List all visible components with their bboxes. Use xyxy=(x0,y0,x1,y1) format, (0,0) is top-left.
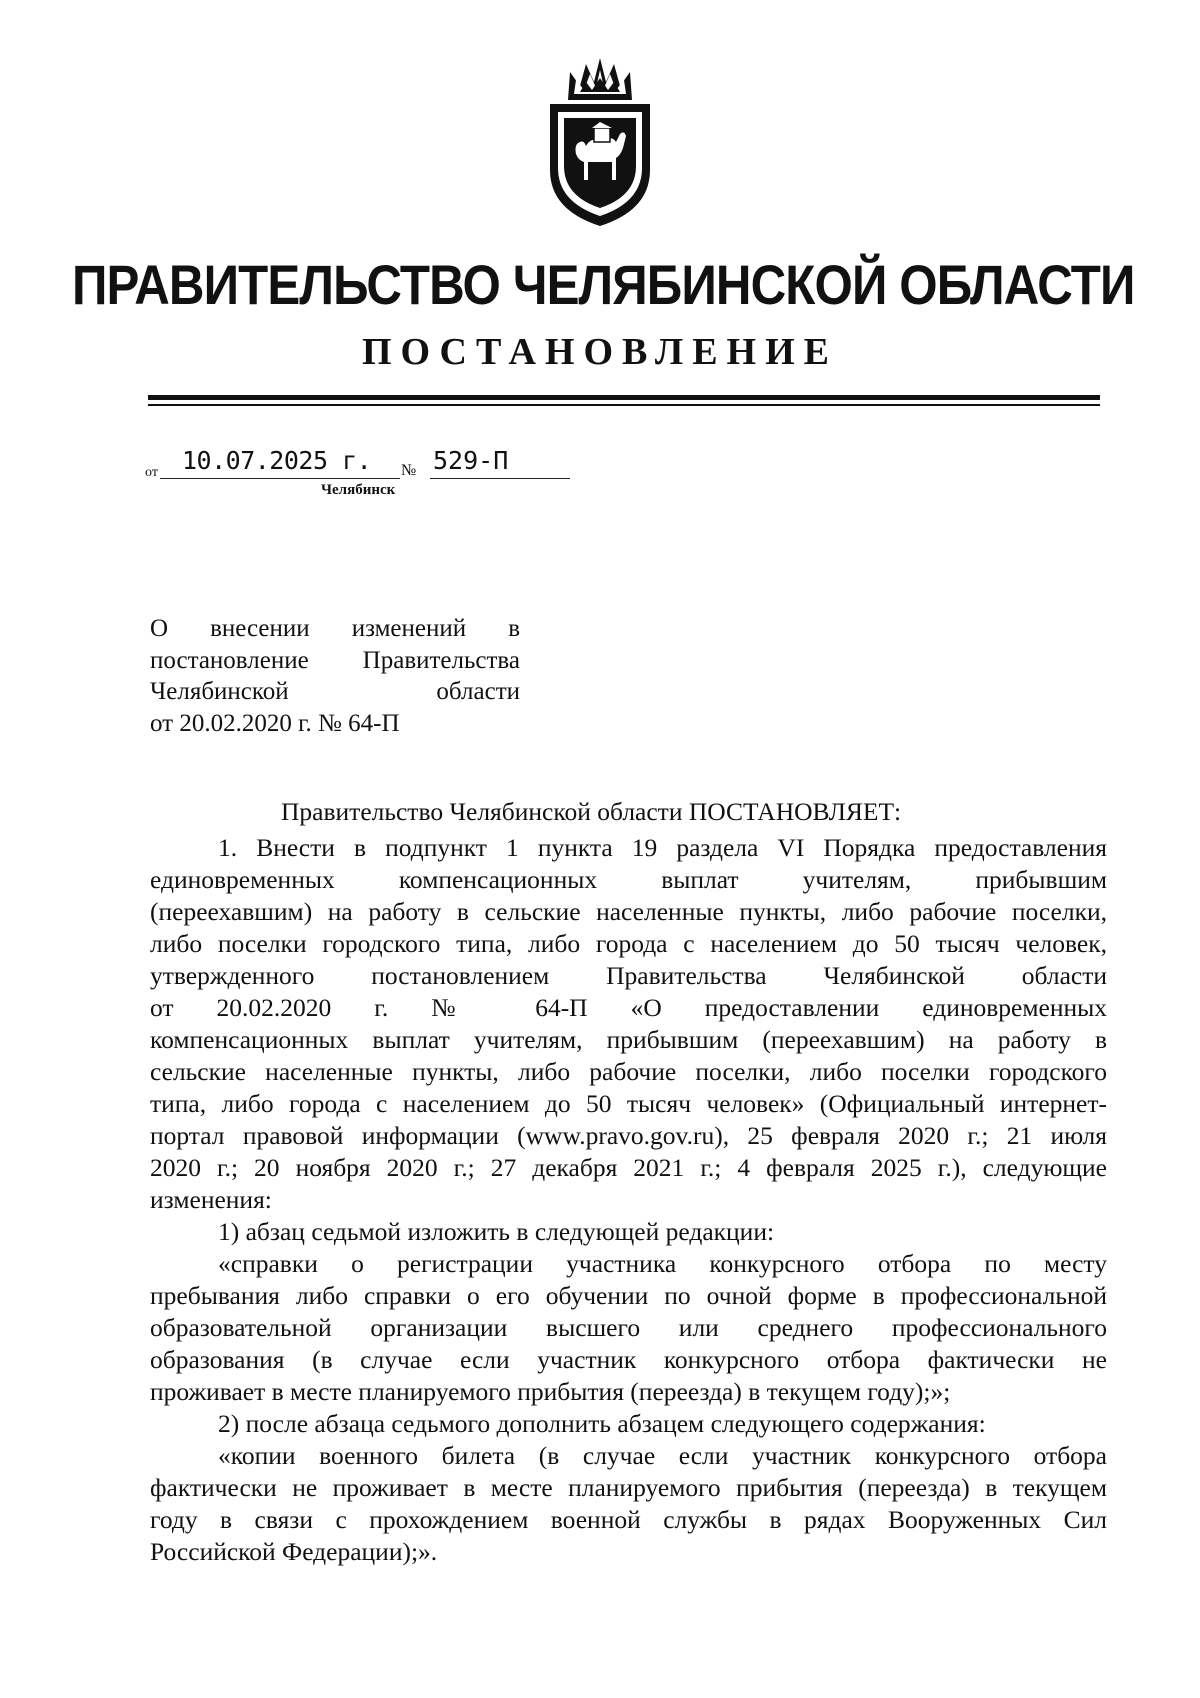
date-underline xyxy=(160,478,400,479)
body-line: 2) после абзаца седьмого дополнить абзацем следующего содержания: xyxy=(218,1409,986,1438)
resolution-statement: Правительство Челябинской области ПОСТАНОВЛЯЕТ: xyxy=(281,797,902,826)
body-line: 1) абзац седьмой изложить в следующей редакции: xyxy=(218,1217,775,1246)
number-underline xyxy=(430,478,570,479)
body-line: единовременных компенсационных выплат учителям, прибывшим xyxy=(150,865,1107,894)
body-line: 1. Внести в подпункт 1 пункта 19 раздела VI Порядка предоставления xyxy=(218,833,1107,862)
body-line: фактически не проживает в месте планируемого прибытия (переезда) в текущем xyxy=(150,1473,1107,1502)
city-name: Челябинск xyxy=(321,482,396,498)
body-line: 2020 г.; 20 ноября 2020 г.; 27 декабря 2021 г.; 4 февраля 2025 г.), следующие xyxy=(150,1153,1107,1182)
body-line: году в связи с прохождением военной службы в рядах Вооруженных Сил xyxy=(150,1505,1107,1534)
subject-line: Челябинской области xyxy=(150,678,520,705)
subject-line: от 20.02.2020 г. № 64-П xyxy=(150,709,400,737)
date-label: от xyxy=(145,465,158,480)
body-line: «копии военного билета (в случае если участник конкурсного отбора xyxy=(218,1441,1107,1470)
number-label: № xyxy=(401,462,417,479)
document-date: 10.07.2025 г. xyxy=(182,446,372,475)
subject-line: О внесении изменений в xyxy=(150,615,520,642)
body-line: типа, либо города с населением до 50 тысяч человек» (Официальный интернет- xyxy=(150,1089,1107,1118)
body-line: либо поселки городского типа, либо города с населением до 50 тысяч человек, xyxy=(150,929,1107,958)
body-line: образования (в случае если участник конкурсного отбора фактически не xyxy=(150,1345,1107,1374)
document-body xyxy=(150,832,1107,1568)
document-type: ПОСТАНОВЛЕНИЕ xyxy=(361,331,839,373)
body-line: утвержденного постановлением Правительства Челябинской области xyxy=(150,961,1107,990)
government-title: ПРАВИТЕЛЬСТВО ЧЕЛЯБИНСКОЙ ОБЛАСТИ xyxy=(72,253,1135,316)
body-line: сельские населенные пункты, либо рабочие поселки, либо поселки городского xyxy=(150,1057,1107,1086)
header-divider-thin xyxy=(148,404,1100,406)
body-line: портал правовой информации (www.pravo.gov.ru), 25 февраля 2020 г.; 21 июля xyxy=(150,1121,1107,1150)
document-number: 529-П xyxy=(433,446,509,475)
body-line: Российской Федерации);». xyxy=(150,1537,438,1566)
coat-of-arms-emblem xyxy=(540,50,660,230)
body-line: компенсационных выплат учителям, прибывшим (переехавшим) на работу в xyxy=(150,1025,1107,1054)
body-line: пребывания либо справки о его обучении по очной форме в профессиональной xyxy=(150,1281,1107,1310)
body-line: от 20.02.2020 г. № 64-П «О предоставлении единовременных xyxy=(150,993,1107,1022)
body-line: проживает в месте планируемого прибытия (переезда) в текущем году);»; xyxy=(150,1377,951,1406)
body-line: «справки о регистрации участника конкурсного отбора по месту xyxy=(218,1249,1107,1278)
document-subject xyxy=(150,613,520,739)
body-line: образовательной организации высшего или среднего профессионального xyxy=(150,1313,1107,1342)
header-divider-thick xyxy=(148,395,1100,400)
subject-line: постановление Правительства xyxy=(150,646,520,674)
body-line: изменения: xyxy=(150,1185,272,1214)
body-line: (переехавшим) на работу в сельские населенные пункты, либо рабочие поселки, xyxy=(150,897,1107,926)
